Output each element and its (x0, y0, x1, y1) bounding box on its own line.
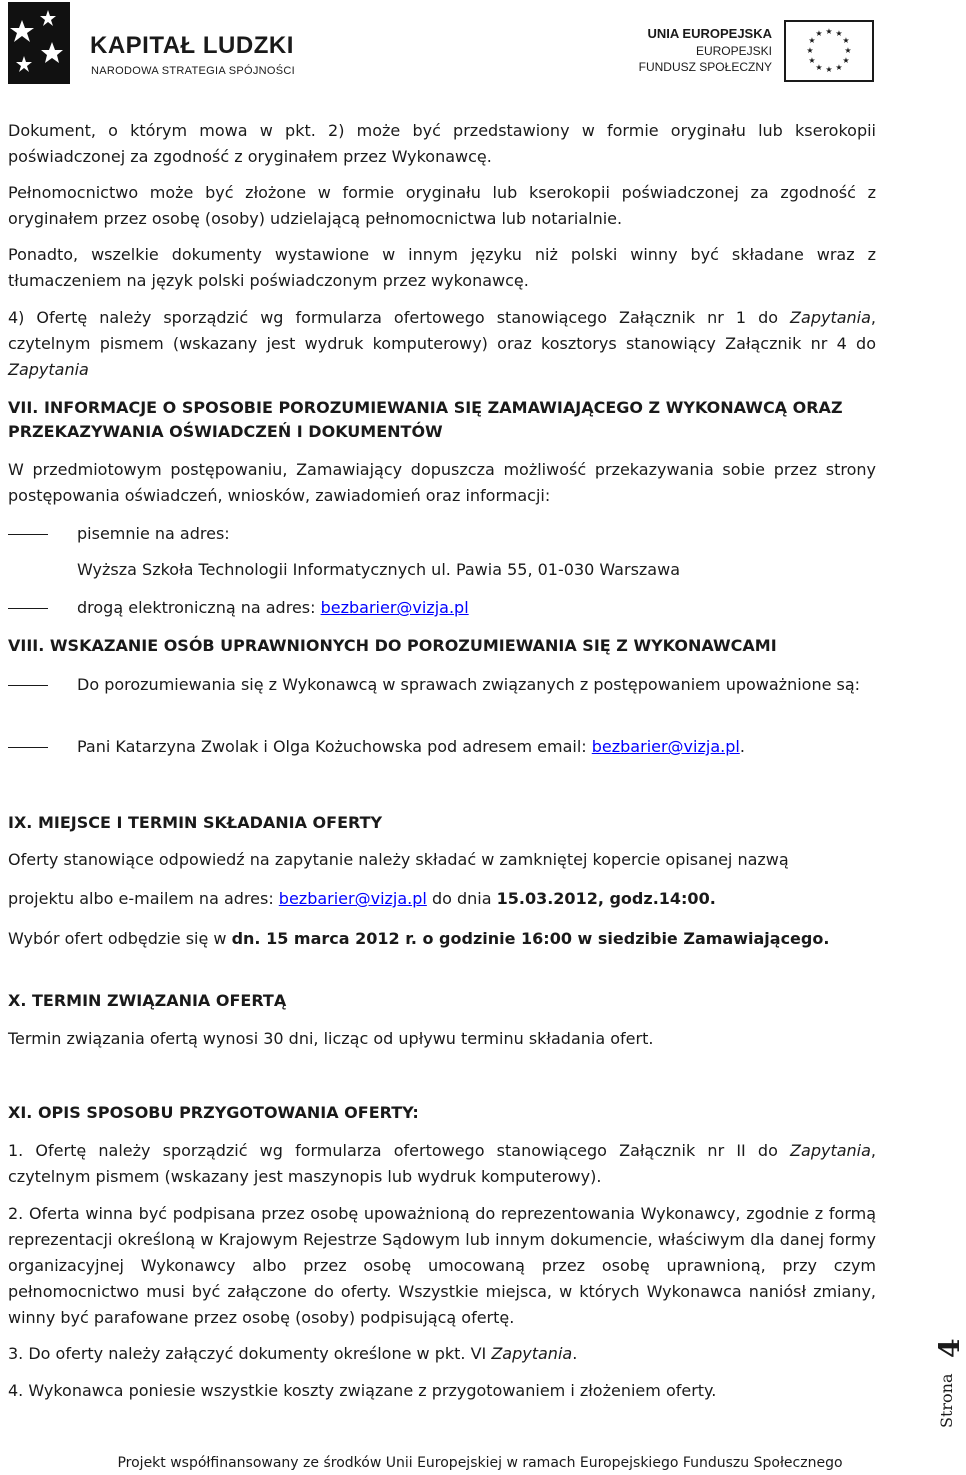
section-viii-heading (8, 634, 876, 658)
svg-text:★: ★ (825, 65, 833, 74)
email-link[interactable]: bezbarier@vizja.pl (320, 598, 469, 617)
section-xi-paragraph-4: 4. Wykonawca poniesie wszystkie koszty związane z przygotowaniem i złożeniem oferty. (8, 1381, 717, 1400)
section-vii-body: W przedmiotowym postępowaniu, Zamawiający dopuszcza możliwość przekazywania sobie przez strony postępowania oświadczeń, wniosków, zawiadomień oraz informacji: (8, 460, 876, 505)
section-viii-item-1: Do porozumiewania się z Wykonawcą w sprawach związanych z postępowaniem upoważnione są: (77, 675, 861, 694)
eu-efs-logo (638, 18, 950, 88)
section-xi-title: OPIS SPOSOBU PRZYGOTOWANIA OFERTY: (37, 1103, 419, 1122)
page-number: 4 (933, 1338, 966, 1358)
intro-p4-text-a: 4) Ofertę należy sporządzić wg formularza ofertowego stanowiącego Załącznik nr 1 do (8, 308, 791, 327)
section-ix-title: MIEJSCE I TERMIN SKŁADANIA OFERTY (37, 813, 383, 832)
kapital-ludzki-title: KAPITAŁ LUDZKI (90, 32, 294, 59)
section-vii-heading (8, 396, 876, 444)
section-vii-item-2 (77, 595, 877, 621)
intro-paragraph-2: Pełnomocnictwo może być złożone w formie oryginału lub kserokopii poświadczonej za zgodność z oryginałem przez osobę (osoby) udzielającą pełnomocnictwa lub notarialnie. (8, 183, 876, 228)
page-label: Strona (937, 1373, 956, 1428)
svg-text:★: ★ (808, 36, 816, 45)
section-vii-address: Wyższa Szkoła Technologii Informatycznych ul. Pawia 55, 01-030 Warszawa (77, 560, 680, 579)
section-ix-opening-date: dn. 15 marca 2012 r. o godzinie 16:00 w siedzibie Zamawiającego. (231, 929, 830, 948)
section-viii-title: WSKAZANIE OSÓB UPRAWNIONYCH DO POROZUMIEWANIA SIĘ Z WYKONAWCAMI (49, 636, 777, 655)
section-x-title: TERMIN ZWIĄZANIA OFERTĄ (32, 991, 287, 1010)
section-vii-item-2-text: drogą elektroniczną na adres: (77, 598, 321, 617)
intro-paragraph-4 (8, 305, 876, 383)
section-xi-p1-italic: Zapytania (790, 1141, 871, 1160)
eu-logo-line3: FUNDUSZ SPOŁECZNY (638, 60, 772, 74)
intro-p4-italic-1: Zapytania (790, 308, 871, 327)
eu-flag-icon (784, 20, 874, 82)
section-x-number: X. (8, 991, 27, 1010)
kapital-ludzki-subtitle: NARODOWA STRATEGIA SPÓJNOŚCI (91, 65, 295, 77)
section-xi-paragraph-2: 2. Oferta winna być podpisana przez osobę upoważnioną do reprezentowania Wykonawcy, zgodnie z formą reprezentacji określoną w Krajowym Rejestrze Sądowym lub innym dokumencie, właściwym dla danej formy organizacyjnej Wykonawcy albo przez osobę umocowaną przez osobę uprawnioną, przy czym pełnomocnictwo musi być załączone do oferty. Wszystkie miejsca, w których Wykonawca naniósł zmiany, winny być parafowane przez osobę (osoby) podpisującą ofertę. (8, 1204, 876, 1327)
section-vii-item-1: pisemnie na adres: (77, 524, 230, 543)
section-ix-heading (8, 811, 876, 835)
svg-text:★: ★ (815, 63, 823, 72)
email-link[interactable]: bezbarier@vizja.pl (278, 889, 427, 908)
section-vii-number: VII. (8, 398, 39, 417)
section-xi-p3-text-b: . (572, 1344, 578, 1363)
section-ix-line-3 (8, 926, 876, 952)
page-number-label (932, 1330, 966, 1450)
section-ix-deadline: 15.03.2012, godz.14:00. (496, 889, 716, 908)
section-xi-p3-text-a: 3. Do oferty należy załączyć dokumenty określone w pkt. VI (8, 1344, 492, 1363)
eu-logo-line1: UNIA EUROPEJSKA (647, 26, 772, 41)
svg-text:★: ★ (815, 29, 823, 38)
section-ix-line-1: Oferty stanowiące odpowiedź na zapytanie należy składać w zamkniętej kopercie opisanej nazwą (8, 850, 789, 869)
intro-paragraph-1: Dokument, o którym mowa w pkt. 2) może być przedstawiony w formie oryginału lub kserokopii poświadczonej za zgodność z oryginałem przez Wykonawcę. (8, 121, 876, 166)
section-viii-item-2-end: . (739, 737, 745, 756)
section-vii-title: INFORMACJE O SPOSOBIE POROZUMIEWANIA SIĘ ZAMAWIAJĄCEGO Z WYKONAWCĄ ORAZ PRZEKAZYWANIA OŚWIADCZEŃ I DOKUMENTÓW (8, 398, 843, 441)
page-footer: Projekt współfinansowany ze środków Unii Europejskiej w ramach Europejskiego Funduszu Społecznego (117, 1455, 843, 1471)
svg-text:★: ★ (842, 56, 850, 65)
section-xi-p3-italic: Zapytania (491, 1344, 573, 1363)
eu-logo-line2: EUROPEJSKI (695, 44, 772, 58)
email-link[interactable]: bezbarier@vizja.pl (591, 737, 740, 756)
dash-bullet (8, 747, 48, 748)
section-xi-paragraph-3 (8, 1341, 876, 1367)
svg-text:★: ★ (835, 63, 843, 72)
section-ix-line-2 (8, 886, 876, 912)
dash-bullet (8, 685, 48, 686)
intro-paragraph-3: Ponadto, wszelkie dokumenty wystawione w innym języku niż polski winny być składane wraz z tłumaczeniem na język polski poświadczonym przez wykonawcę. (8, 245, 876, 290)
section-viii-item-2-text: Pani Katarzyna Zwolak i Olga Kożuchowska pod adresem email: (77, 737, 592, 756)
dash-bullet (8, 608, 48, 609)
section-x-heading (8, 989, 876, 1013)
section-ix-line-2-text-a: projektu albo e-mailem na adres: (8, 889, 279, 908)
svg-text:★: ★ (808, 56, 816, 65)
section-xi-p1-text-b: , czytelnym pismem (wskazany jest maszynopis lub wydruk komputerowy). (8, 1141, 876, 1186)
section-viii-item-2 (77, 734, 877, 760)
dash-bullet (8, 534, 48, 535)
svg-text:★: ★ (844, 46, 852, 55)
svg-text:★: ★ (842, 36, 850, 45)
section-ix-line-3-text: Wybór ofert odbędzie się w (8, 929, 232, 948)
intro-p4-italic-2: Zapytania (8, 360, 89, 379)
section-xi-paragraph-1 (8, 1138, 876, 1190)
section-ix-number: IX. (8, 813, 33, 832)
kapital-ludzki-emblem-icon (8, 2, 70, 84)
section-viii-number: VIII. (8, 636, 45, 655)
section-xi-p1-text-a: 1. Ofertę należy sporządzić wg formularza ofertowego stanowiącego Załącznik nr II do (8, 1141, 791, 1160)
svg-text:★: ★ (806, 46, 814, 55)
svg-text:★: ★ (835, 29, 843, 38)
kapital-ludzki-logo (8, 2, 308, 84)
section-xi-number: XI. (8, 1103, 33, 1122)
intro-p4-text-b: , czytelnym pismem (wskazany jest wydruk komputerowy) oraz kosztorys stanowiący Załącznik nr 4 do (8, 308, 876, 353)
section-x-body: Termin związania ofertą wynosi 30 dni, licząc od upływu terminu składania ofert. (8, 1029, 654, 1048)
svg-text:★: ★ (825, 27, 833, 36)
section-ix-line-2-text-b: do dnia (426, 889, 497, 908)
section-xi-heading (8, 1101, 876, 1125)
